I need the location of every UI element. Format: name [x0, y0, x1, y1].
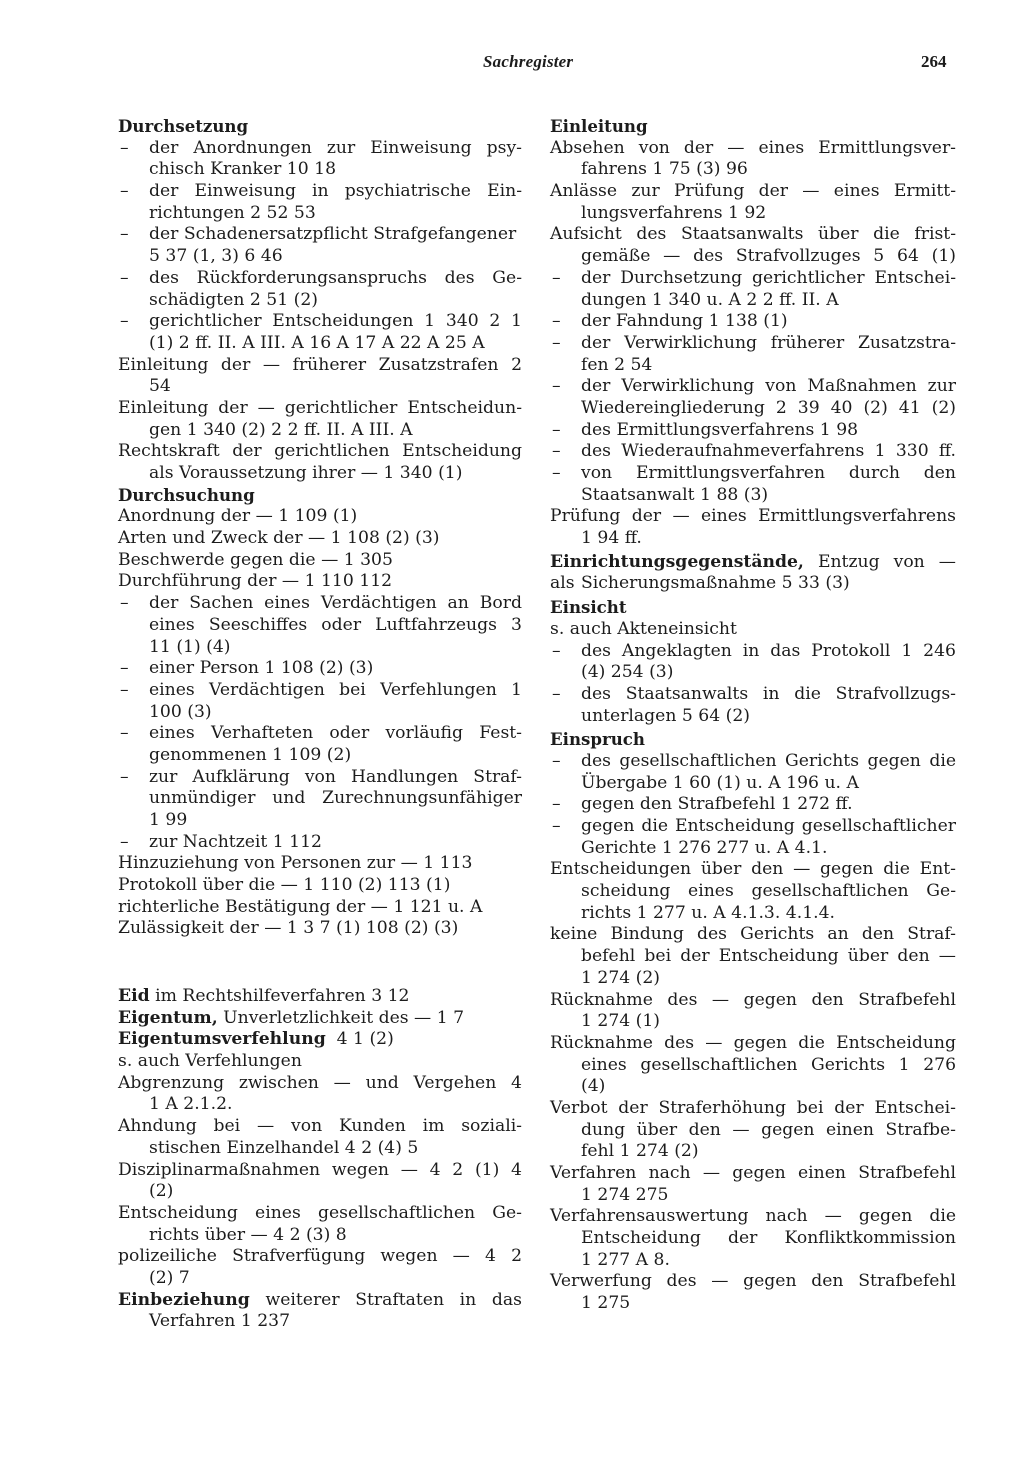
index-line: Verwerfung des — gegen den Strafbefehl — [550, 1271, 956, 1292]
index-line: befehl bei der Entscheidung über den — — [581, 946, 956, 967]
index-line: 100 (3) — [149, 701, 212, 722]
index-line: fahrens 1 75 (3) 96 — [581, 159, 748, 180]
index-line: – des Angeklagten in das Protokoll 1 246 — [550, 641, 956, 663]
index-line: Anlässe zur Prüfung der — eines Ermitt- — [550, 181, 956, 202]
index-ref: 4 1 (2) — [336, 1029, 394, 1050]
index-heading-einsicht: Einsicht — [550, 597, 627, 618]
index-line: Verfahren nach — gegen einen Strafbefehl — [550, 1163, 956, 1183]
index-line: gemäße — des Strafvollzuges 5 64 (1) — [581, 246, 956, 267]
index-line: – gerichtlicher Entscheidungen 1 340 2 1 — [118, 311, 522, 333]
index-line: 1 277 A 8. — [581, 1249, 670, 1270]
index-line: Entscheidungen über den — gegen die Ent- — [550, 859, 956, 880]
index-line: – zur Aufklärung von Handlungen Straf- — [118, 767, 522, 789]
index-line: – des Rückforderungsanspruchs des Ge- — [118, 268, 522, 290]
index-heading-einrichtungsgegenstaende: Einrichtungsgegenstände, — [550, 551, 804, 572]
index-line: Übergabe 1 60 (1) u. A 196 u. A — [581, 772, 859, 793]
index-line: richterliche Bestätigung der — 1 121 u. A — [118, 896, 483, 917]
index-line: Anordnung der — 1 109 (1) — [118, 506, 358, 527]
index-line: eines gesellschaftlichen Gerichts 1 276 — [581, 1054, 956, 1075]
index-line: 1 275 — [581, 1293, 631, 1314]
index-heading-einspruch: Einspruch — [550, 729, 645, 750]
index-line: eines Seeschiffes oder Luftfahrzeugs 3 — [149, 614, 522, 635]
index-line: – des Wiederaufnahmeverfahrens 1 330 ff. — [550, 441, 956, 463]
index-line: keine Bindung des Gerichts an den Straf- — [550, 924, 956, 945]
index-heading-einbeziehung: Einbeziehung — [118, 1289, 250, 1310]
index-line: richts 1 277 u. A 4.1.3. 4.1.4. — [581, 902, 835, 923]
index-line: Rücknahme des — gegen die Entscheidung — [550, 1032, 956, 1053]
page-number: 264 — [921, 52, 947, 71]
index-text: im Rechtshilfeverfahren 3 12 — [155, 986, 410, 1006]
index-line: genommenen 1 109 (2) — [149, 744, 352, 765]
index-line: Zulässigkeit der — 1 3 7 (1) 108 (2) (3) — [118, 918, 459, 939]
index-line: – der Einweisung in psychiatrische Ein- — [118, 181, 522, 203]
index-line: als Voraussetzung ihrer — 1 340 (1) — [149, 463, 463, 483]
index-line: chisch Kranker 10 18 — [149, 159, 337, 180]
index-heading-eigentumsverfehlung: Eigentumsverfehlung — [118, 1029, 326, 1050]
index-line: Einleitung der — früherer Zusatzstrafen 2 — [118, 354, 522, 375]
index-text: weiterer Straftaten in das — [265, 1289, 522, 1310]
index-line: (2) 7 — [149, 1267, 190, 1288]
index-line: Sicherungsmaßnahme 5 33 (3) — [581, 573, 850, 594]
index-line: Disziplinarmaßnahmen wegen — 4 2 (1) 4 — [118, 1159, 522, 1180]
index-text: Entzug von — als — [550, 551, 956, 594]
index-heading-einleitung: Einleitung — [550, 116, 648, 136]
index-line: Ahndung bei — von Kunden im soziali- — [118, 1116, 522, 1137]
index-heading-durchsuchung: Durchsuchung — [118, 484, 255, 505]
index-line: 1 99 — [149, 810, 188, 830]
index-line: Aufsicht des Staatsanwalts über die frist- — [550, 224, 956, 245]
index-line: Entscheidung der Konfliktkommission — [581, 1228, 956, 1249]
index-heading-eigentum: Eigentum, — [118, 1007, 218, 1028]
left-column-lower — [118, 986, 522, 1333]
index-line: – gegen den Strafbefehl 1 272 ff. — [550, 794, 956, 816]
index-entry-eigentum — [118, 1008, 522, 1030]
index-line: (4) 254 (3) — [581, 662, 674, 683]
index-entry-einbeziehung — [118, 1290, 522, 1312]
index-line: unmündiger und Zurechnungsunfähiger — [149, 788, 522, 809]
index-heading-eid: Eid — [118, 986, 150, 1006]
index-line: Prüfung der — eines Ermittlungsverfahrens — [550, 506, 956, 527]
running-header-title: Sachregister — [483, 52, 574, 71]
index-line: – der Fahndung 1 138 (1) — [550, 311, 956, 333]
index-line: Gerichte 1 276 277 u. A 4.1. — [581, 837, 828, 858]
index-line: Arten und Zweck der — 1 108 (2) (3) — [118, 528, 440, 549]
index-line: – zur Nachtzeit 1 112 — [118, 832, 522, 854]
index-line: Verfahrensauswertung nach — gegen die — [550, 1206, 956, 1227]
index-text: Unverletzlichkeit des — 1 7 — [223, 1007, 465, 1028]
index-line: (4) — [581, 1076, 606, 1097]
index-line: unterlagen 5 64 (2) — [581, 705, 750, 726]
index-line: – eines Verdächtigen bei Verfehlungen 1 — [118, 680, 522, 702]
index-line: – des gesellschaftlichen Gerichts gegen die — [550, 751, 956, 773]
index-line: – des Ermittlungsverfahrens 1 98 — [550, 420, 956, 442]
index-line: Verbot der Straferhöhung bei der Entschei- — [550, 1097, 956, 1118]
index-line: Verfahren 1 237 — [149, 1311, 291, 1332]
index-line: 1 A 2.1.2. — [149, 1094, 233, 1115]
index-line: Absehen von der — eines Ermittlungsver- — [550, 137, 956, 158]
index-line: stischen Einzelhandel 4 2 (4) 5 — [149, 1137, 419, 1158]
index-entry-eigentumsverfehlung — [118, 1029, 522, 1051]
index-line: – der Sachen eines Verdächtigen an Bord — [118, 593, 522, 615]
index-line: – eines Verhafteten oder vorläufig Fest- — [118, 723, 522, 745]
index-line: Rücknahme des — gegen den Strafbefehl — [550, 989, 956, 1010]
index-line: – einer Person 1 108 (2) (3) — [118, 658, 522, 680]
index-line: Beschwerde gegen die — 1 305 — [118, 549, 393, 570]
index-line: Abgrenzung zwischen — und Vergehen 4 — [118, 1072, 522, 1093]
index-line: richtungen 2 52 53 — [149, 202, 316, 223]
index-line: 1 274 (2) — [581, 967, 661, 988]
index-line: Durchführung der — 1 110 112 — [118, 571, 393, 592]
index-heading-durchsetzung: Durchsetzung — [118, 116, 249, 136]
index-entry-eid — [118, 986, 522, 1008]
index-line: fehl 1 274 (2) — [581, 1141, 699, 1162]
index-line: Staatsanwalt 1 88 (3) — [581, 484, 769, 505]
index-line: gen 1 340 (2) 2 2 ff. II. A III. A — [149, 419, 413, 440]
right-column — [550, 116, 956, 1315]
index-line: – der Durchsetzung gerichtlicher Entschei- — [550, 268, 956, 290]
index-line: polizeiliche Strafverfügung wegen — 4 2 — [118, 1246, 522, 1267]
index-line: – der Verwirklichung früherer Zusatzstra- — [550, 333, 956, 355]
index-line: Rechtskraft der gerichtlichen Entscheidung — [118, 441, 522, 462]
index-line: lungsverfahrens 1 92 — [581, 202, 767, 223]
index-line: 1 94 ff. — [581, 528, 642, 549]
index-line: 1 274 (1) — [581, 1011, 661, 1032]
index-line: 1 274 275 — [581, 1184, 669, 1205]
index-line: – von Ermittlungsverfahren durch den — [550, 463, 956, 485]
index-line: – der Schadenersatzpflicht Strafgefangener — [118, 224, 522, 246]
left-column — [118, 116, 522, 940]
index-line: 11 (1) (4) — [149, 636, 231, 657]
index-line: richts über — 4 2 (3) 8 — [149, 1224, 347, 1245]
index-line: Einleitung der — gerichtlicher Entscheidun- — [118, 397, 522, 418]
index-line: Entscheidung eines gesellschaftlichen Ge- — [118, 1202, 522, 1223]
index-line: – der Anordnungen zur Einweisung psy- — [118, 138, 522, 160]
index-line: (1) 2 ff. II. A III. A 16 A 17 A 22 A 25 A — [149, 332, 485, 353]
index-line: fen 2 54 — [581, 354, 653, 375]
index-line: 54 — [149, 376, 171, 397]
index-line: s. auch Verfehlungen — [118, 1051, 302, 1072]
index-line: – des Staatsanwalts in die Strafvollzugs- — [550, 684, 956, 706]
index-line: schädigten 2 51 (2) — [149, 289, 318, 310]
index-line: Protokoll über die — 1 110 (2) 113 (1) — [118, 875, 451, 896]
index-line: s. auch Akteneinsicht — [550, 618, 737, 639]
index-line: scheidung eines gesellschaftlichen Ge- — [581, 881, 956, 902]
index-line: – der Verwirklichung von Maßnahmen zur — [550, 376, 956, 398]
index-line: – gegen die Entscheidung gesellschaftlicher — [550, 816, 956, 838]
index-line: dung über den — gegen einen Strafbe- — [581, 1119, 956, 1140]
index-line: (2) — [149, 1181, 174, 1202]
index-line: Hinzuziehung von Personen zur — 1 113 — [118, 853, 473, 874]
index-line: 5 37 (1, 3) 6 46 — [149, 246, 283, 267]
index-line: dungen 1 340 u. A 2 2 ff. II. A — [581, 289, 839, 310]
index-line: Wiedereingliederung 2 39 40 (2) 41 (2) — [581, 397, 956, 418]
